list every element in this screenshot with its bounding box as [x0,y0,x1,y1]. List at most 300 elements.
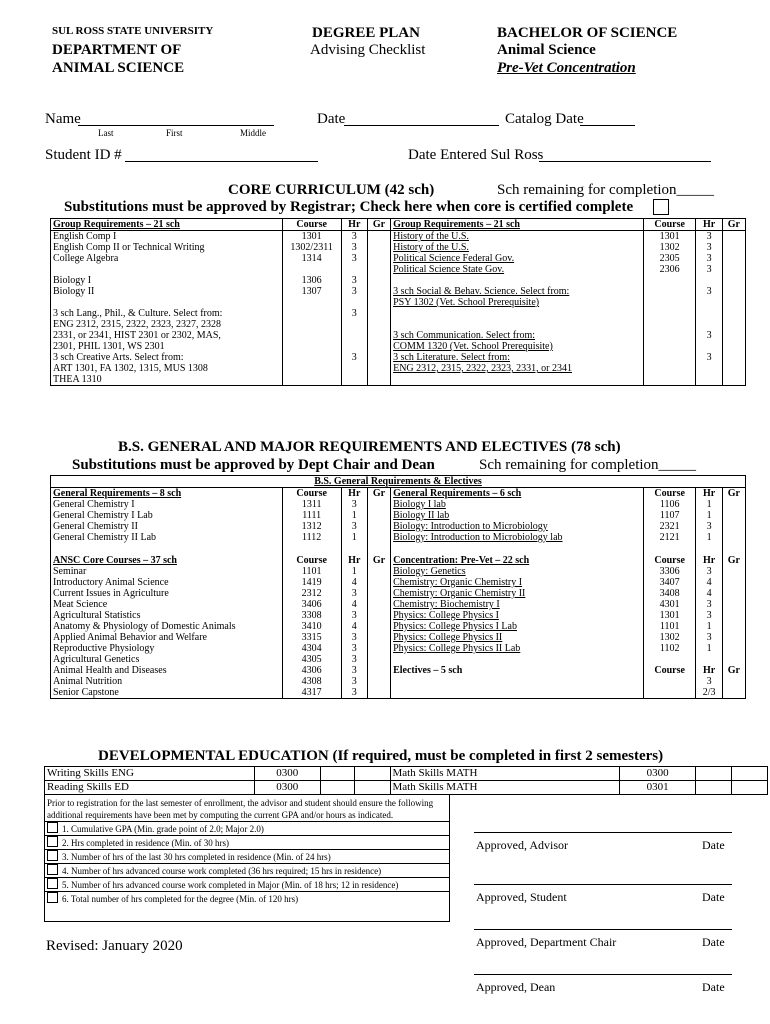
core-right-course-header: Course [643,219,696,231]
left-item-cell: Biology I [53,275,92,286]
right-grade-cell[interactable] [722,363,745,374]
right-hours-cell: 3 [696,521,722,532]
left-item-cell: 3 sch Lang., Phil., & Culture. Select from: [53,308,223,319]
left-course-cell [282,352,341,363]
right-grade-cell[interactable] [722,374,745,386]
right-grade-cell[interactable] [722,510,745,521]
left-grade-cell[interactable] [367,632,390,643]
right-hours-cell: 3 [696,286,722,297]
left-hours-cell [320,781,354,795]
last-label: Last [98,128,114,138]
right-item-cell: Biology: Genetics [391,566,644,577]
table-row [51,319,746,330]
left-grade-cell[interactable] [354,767,390,781]
right-item-cell: History of the U.S. [391,231,644,243]
right-hours-cell [696,781,732,795]
core-certified-checkbox[interactable] [653,199,669,215]
middle-label: Middle [240,128,266,138]
right-grade-cell[interactable] [732,767,768,781]
university-name: SUL ROSS STATE UNIVERSITY [52,25,214,37]
right-grade-cell[interactable] [722,275,745,286]
gen-header-3: Gr [367,488,390,500]
table-row [51,297,746,308]
core-right-group-header: Group Requirements – 21 sch [391,219,644,231]
right-course-cell [643,297,696,308]
spacer-cell [722,543,745,555]
left-grade-cell[interactable] [367,643,390,654]
left-grade-cell[interactable] [367,242,390,253]
spacer-cell [51,543,283,555]
left-course-cell: 1302/2311 [282,242,341,253]
table-row [51,352,746,363]
right-course-cell: 2305 [643,253,696,264]
checkbox[interactable] [47,892,58,903]
left-course-cell: 1101 [282,566,341,577]
left-course-cell [282,264,341,275]
student-id-label: Student ID # [45,147,122,163]
right-hours-cell: 4 [696,577,722,588]
signature-line[interactable] [474,832,732,833]
ansc-header-2: Hr [341,555,367,566]
right-hours-cell: 3 [696,231,722,243]
right-course-cell: 1302 [643,242,696,253]
right-item-cell: Biology: Introduction to Microbiology [391,521,644,532]
checklist-item-label: 6. Total number of hrs completed for the degree (Min. of 120 hrs) [62,894,299,904]
right-course-cell [643,286,696,297]
right-item-cell: Political Science State Gov. [391,264,644,275]
table-row [51,577,746,588]
table-row [51,687,746,699]
right-course-cell: 0301 [620,781,696,795]
table-row [51,264,746,275]
right-grade-cell[interactable] [722,610,745,621]
left-hours-cell: 3 [341,643,367,654]
gen-header-7: Gr [722,488,745,500]
checkbox[interactable] [47,850,58,861]
table-row [51,253,746,264]
left-course-cell: 1306 [282,275,341,286]
right-course-cell [643,374,696,386]
checkbox[interactable] [47,836,58,847]
catalog-date-field[interactable] [580,125,635,126]
left-hours-cell: 3 [341,242,367,253]
right-item-cell: 3 sch Literature. Select from: [391,352,644,363]
checklist-item [45,877,449,891]
right-grade-cell[interactable] [722,352,745,363]
checklist-item [45,849,449,863]
core-right-gr-header: Gr [722,219,745,231]
left-grade-cell[interactable] [367,297,390,308]
right-grade-cell[interactable]: Gr [722,665,745,676]
right-item-cell: 3 sch Social & Behav. Science. Select from: [391,286,644,297]
right-grade-cell[interactable] [722,308,745,319]
left-grade-cell[interactable] [367,352,390,363]
table-row [51,654,746,665]
left-hours-cell: 4 [341,577,367,588]
table-row [51,363,746,374]
right-course-cell [643,275,696,286]
left-grade-cell[interactable] [367,588,390,599]
left-item-cell: THEA 1310 [53,374,102,385]
left-hours-cell [341,341,367,352]
right-item-cell: Political Science Federal Gov. [391,253,644,264]
core-remaining: Sch remaining for completion_____ [497,182,715,198]
left-course-cell [282,363,341,374]
spacer-cell [391,543,644,555]
left-course-cell: 3308 [282,610,341,621]
right-grade-cell[interactable] [722,621,745,632]
left-grade-cell[interactable] [367,532,390,543]
right-grade-cell[interactable] [722,676,745,687]
checklist-item-label: 2. Hrs completed in residence (Min. of 30 hrs) [62,838,229,848]
left-grade-cell[interactable] [367,264,390,275]
right-item-cell: Physics: College Physics I [391,610,644,621]
plan-subtitle: Advising Checklist [310,42,426,58]
right-hours-cell: 3 [696,632,722,643]
right-grade-cell[interactable] [722,253,745,264]
spacer-cell [367,543,390,555]
left-item-cell: General Chemistry I [53,499,135,510]
left-course-cell: 1111 [282,510,341,521]
department-line-2: ANIMAL SCIENCE [52,60,185,76]
approval-label: Approved, Dean [476,980,556,994]
left-grade-cell[interactable] [367,621,390,632]
date-field[interactable] [344,125,499,126]
right-grade-cell[interactable] [722,643,745,654]
department-line-1: DEPARTMENT OF [52,42,182,58]
right-hours-cell: 3 [696,566,722,577]
left-grade-cell[interactable] [367,275,390,286]
left-hours-cell: 4 [341,599,367,610]
checklist-item [45,821,449,835]
right-course-cell [643,352,696,363]
right-item-cell: History of the U.S. [391,242,644,253]
gen-header-4: General Requirements – 6 sch [391,488,644,500]
right-hours-cell: 3 [696,599,722,610]
left-course-cell: 4317 [282,687,341,699]
approval-label: Approved, Department Chair [476,935,617,949]
right-grade-cell[interactable] [722,242,745,253]
left-grade-cell[interactable] [367,654,390,665]
left-course-cell: 2312 [282,588,341,599]
right-item-cell: Physics: College Physics II Lab [391,643,644,654]
table-row [51,242,746,253]
right-course-cell: 1301 [643,231,696,243]
left-grade-cell[interactable] [367,341,390,352]
right-hours-cell: 4 [696,588,722,599]
left-course-cell [282,374,341,386]
right-course-cell: 1106 [643,499,696,510]
gen-header-row [51,488,746,500]
left-hours-cell [320,767,354,781]
right-course-cell: 1301 [643,610,696,621]
graduation-checklist [44,794,450,922]
table-row [51,665,746,676]
ansc-header-3: Gr [367,555,390,566]
left-item-cell: 2301, PHIL 1301, WS 2301 [53,341,165,352]
right-item-cell [391,687,644,699]
checklist-item [45,835,449,849]
core-table [50,218,746,386]
table-row [51,588,746,599]
right-course-cell: 3407 [643,577,696,588]
table-row [45,767,768,781]
dev-ed-table [44,766,768,795]
left-item-cell: General Chemistry II Lab [53,532,157,543]
left-course-cell: 4304 [282,643,341,654]
left-item-cell: Animal Nutrition [53,676,123,687]
left-item-cell [51,297,283,308]
right-grade-cell[interactable] [722,330,745,341]
left-grade-cell[interactable] [367,577,390,588]
right-grade-cell[interactable] [722,297,745,308]
spacer-row [51,543,746,555]
right-hours-cell [696,341,722,352]
left-hours-cell: 1 [341,510,367,521]
left-course-cell: 1301 [282,231,341,243]
left-item-cell: Applied Animal Behavior and Welfare [53,632,207,643]
left-grade-cell[interactable] [367,676,390,687]
left-grade-cell[interactable] [367,330,390,341]
table-row [51,643,746,654]
table-row [51,286,746,297]
core-left-group-header: Group Requirements – 21 sch [51,219,283,231]
left-course-cell [282,319,341,330]
spacer-cell [282,543,341,555]
major-title: Animal Science [497,42,596,58]
left-grade-cell[interactable] [367,231,390,243]
left-grade-cell[interactable] [367,665,390,676]
left-item-cell: Agricultural Genetics [53,654,140,665]
right-item-cell: Chemistry: Organic Chemistry II [391,588,644,599]
right-grade-cell[interactable] [722,341,745,352]
left-course-cell [282,308,341,319]
plan-title: DEGREE PLAN [312,25,420,41]
right-grade-cell[interactable] [722,632,745,643]
left-hours-cell: 3 [341,308,367,319]
left-course-cell: 3410 [282,621,341,632]
right-item-cell: Biology I lab [391,499,644,510]
left-grade-cell[interactable] [367,253,390,264]
left-hours-cell: 3 [341,286,367,297]
right-hours-cell [696,374,722,386]
name-field[interactable] [78,125,274,126]
core-title: CORE CURRICULUM (42 sch) [228,182,435,198]
left-grade-cell[interactable] [367,286,390,297]
left-course-cell: 4308 [282,676,341,687]
right-hours-cell: 3 [696,264,722,275]
student-id-field[interactable] [125,161,318,162]
signature-line[interactable] [474,929,732,930]
gen-header-6: Hr [696,488,722,500]
table-row [51,499,746,510]
right-grade-cell[interactable] [722,231,745,243]
table-row [51,566,746,577]
checklist-item [45,891,449,905]
left-hours-cell: 3 [341,231,367,243]
concentration-title: Pre-Vet Concentration [497,60,636,76]
gen-header-0: General Requirements – 8 sch [53,488,182,499]
table-row [51,231,746,243]
right-grade-cell[interactable] [722,599,745,610]
checklist-item-label: 4. Number of hrs advanced course work completed (36 hrs required; 15 hrs in residence) [62,866,382,876]
revision-date: Revised: January 2020 [46,938,183,954]
date-label: Date [317,111,346,127]
right-hours-cell: 3 [696,242,722,253]
right-grade-cell[interactable] [722,532,745,543]
left-course-cell: 1312 [282,521,341,532]
left-item-cell: Senior Capstone [53,687,119,698]
right-course-cell [643,363,696,374]
checklist-intro: Prior to registration for the last semester of enrollment, the advisor and student should ensure the following additional requirements have been met by computing the current GPA and/or hours as indicated. [47,798,434,820]
left-item-cell: English Comp II or Technical Writing [53,242,205,253]
left-hours-cell: 4 [341,621,367,632]
left-item-cell: 3 sch Creative Arts. Select from: [53,352,184,363]
left-grade-cell[interactable] [367,499,390,510]
core-substitution-note: Substitutions must be approved by Registrar; Check here when core is certified complete [64,199,634,215]
approval-date-label: Date [702,890,725,904]
signature-line[interactable] [474,974,732,975]
checkbox[interactable] [47,822,58,833]
right-grade-cell[interactable] [722,499,745,510]
left-item-cell: General Chemistry II [53,521,138,532]
date-entered-field[interactable] [539,161,711,162]
right-course-cell: 1302 [643,632,696,643]
core-right-hr-header: Hr [696,219,722,231]
right-hours-cell: 1 [696,499,722,510]
left-hours-cell: 3 [341,352,367,363]
checklist-item [45,863,449,877]
dev-ed-title: DEVELOPMENTAL EDUCATION (If required, must be completed in first 2 semesters) [98,748,664,764]
checklist-items [45,821,449,905]
right-hours-cell: 1 [696,643,722,654]
right-hours-cell: Hr [696,665,722,676]
left-item-cell: Meat Science [53,599,108,610]
table-row [45,781,768,795]
left-hours-cell: 3 [341,676,367,687]
approval-label: Approved, Advisor [476,838,568,852]
right-grade-cell[interactable] [722,264,745,275]
right-item-cell: Chemistry: Organic Chemistry I [391,577,644,588]
ansc-header-4: Concentration: Pre-Vet – 22 sch [391,555,644,566]
ansc-header-row [51,555,746,566]
left-course-cell: 1311 [282,499,341,510]
left-hours-cell [341,264,367,275]
left-course-cell: 1314 [282,253,341,264]
gen-header-5: Course [643,488,696,500]
right-grade-cell[interactable] [722,286,745,297]
right-course-cell: 2306 [643,264,696,275]
right-grade-cell[interactable] [722,654,745,665]
left-grade-cell[interactable] [354,781,390,795]
table-row [51,374,746,386]
left-grade-cell[interactable] [367,363,390,374]
table-row [51,610,746,621]
left-course-cell [282,297,341,308]
right-item-cell: Math Skills MATH [390,781,620,795]
right-grade-cell[interactable] [722,521,745,532]
left-grade-cell[interactable] [367,610,390,621]
left-course-cell [282,330,341,341]
left-item-cell: Reproductive Physiology [53,643,155,654]
right-course-cell: 3408 [643,588,696,599]
right-hours-cell [696,654,722,665]
left-course-cell: 4305 [282,654,341,665]
left-grade-cell[interactable] [367,687,390,699]
left-hours-cell: 3 [341,654,367,665]
right-grade-cell[interactable] [722,687,745,699]
left-hours-cell: 1 [341,566,367,577]
right-hours-cell [696,275,722,286]
left-item-cell: Agricultural Statistics [53,610,141,621]
left-course-cell: 0300 [254,781,320,795]
signature-line[interactable] [474,884,732,885]
left-item-cell: Animal Health and Diseases [53,665,167,676]
approval-date-label: Date [702,935,725,949]
left-item-cell: Anatomy & Physiology of Domestic Animals [53,621,236,632]
table-row [51,632,746,643]
left-grade-cell[interactable] [367,566,390,577]
table-row [51,341,746,352]
left-course-cell: 4306 [282,665,341,676]
right-item-cell [391,308,644,319]
right-hours-cell: 2/3 [696,687,722,699]
left-item-cell: College Algebra [53,253,119,264]
right-grade-cell[interactable] [722,566,745,577]
right-hours-cell [696,297,722,308]
right-item-cell: Biology: Introduction to Microbiology lab [391,532,644,543]
right-item-cell: Physics: College Physics I Lab [391,621,644,632]
right-course-cell: Course [643,665,696,676]
left-course-cell: 1307 [282,286,341,297]
ansc-header-1: Course [282,555,341,566]
right-item-cell [391,654,644,665]
right-item-cell [391,374,644,386]
left-grade-cell[interactable] [367,319,390,330]
right-course-cell: 3306 [643,566,696,577]
ansc-header-7: Gr [722,555,745,566]
checkbox[interactable] [47,864,58,875]
core-left-hr-header: Hr [341,219,367,231]
table-row [51,308,746,319]
left-grade-cell[interactable] [367,510,390,521]
right-course-cell [643,341,696,352]
table-row [51,275,746,286]
left-hours-cell [341,319,367,330]
date-entered-label: Date Entered Sul Ross [408,147,544,163]
left-course-cell: 3315 [282,632,341,643]
degree-title: BACHELOR OF SCIENCE [497,25,678,41]
left-grade-cell[interactable] [367,521,390,532]
right-course-cell: 4301 [643,599,696,610]
left-grade-cell[interactable] [367,308,390,319]
right-grade-cell[interactable] [722,577,745,588]
left-item-cell: Seminar [53,566,87,577]
right-hours-cell: 1 [696,532,722,543]
right-grade-cell[interactable] [722,588,745,599]
right-grade-cell[interactable] [722,319,745,330]
checkbox[interactable] [47,878,58,889]
right-grade-cell[interactable] [732,781,768,795]
left-grade-cell[interactable] [367,599,390,610]
left-hours-cell: 3 [341,687,367,699]
right-course-cell [643,319,696,330]
right-hours-cell [696,308,722,319]
left-grade-cell[interactable] [367,374,390,386]
left-hours-cell: 3 [341,610,367,621]
left-item-cell: Biology II [53,286,95,297]
major-table-title: B.S. General Requirements & Electives [51,476,746,488]
